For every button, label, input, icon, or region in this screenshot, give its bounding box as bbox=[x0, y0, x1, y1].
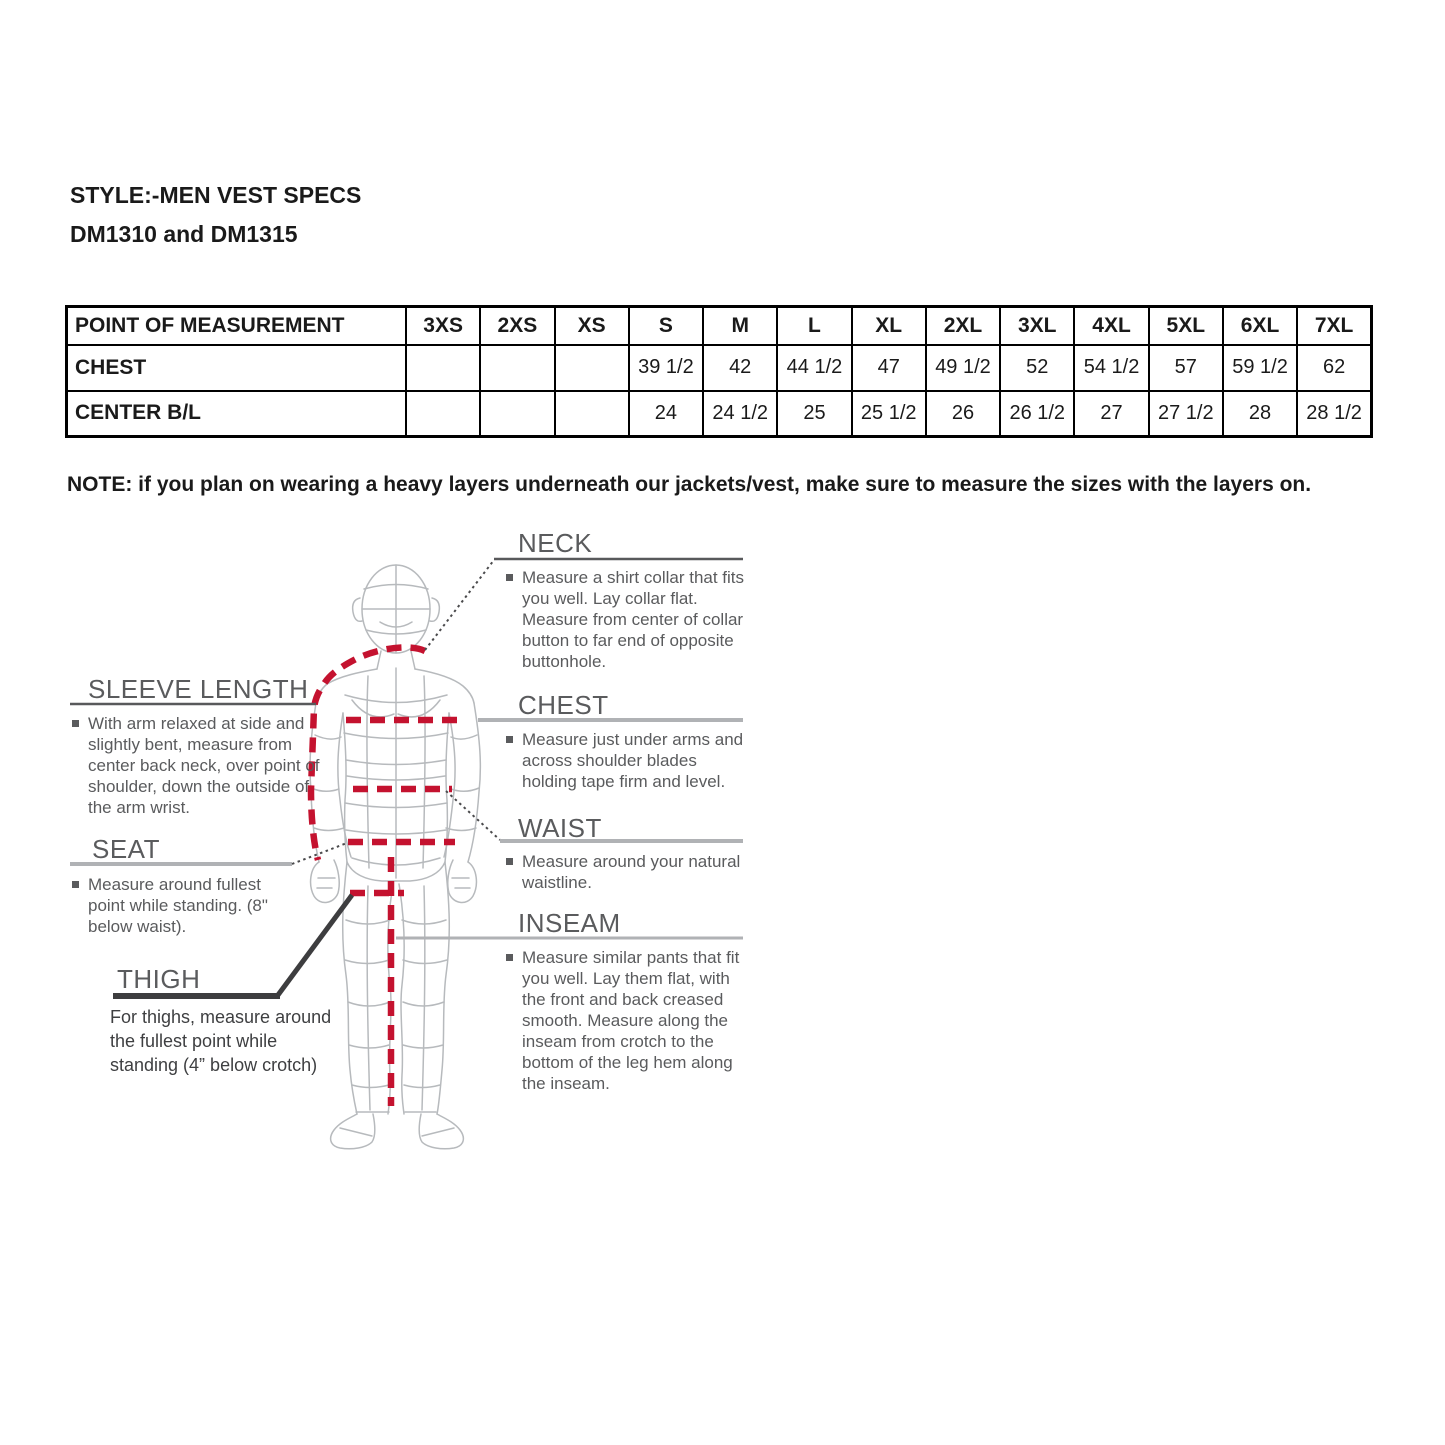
chest-instructions bbox=[506, 729, 756, 792]
thigh-heading: THIGH bbox=[117, 964, 201, 994]
size-value-cell: 42 bbox=[703, 345, 777, 391]
size-value-cell: 26 1/2 bbox=[1000, 391, 1074, 437]
neck-instructions bbox=[506, 567, 756, 672]
neck-heading: NECK bbox=[518, 528, 593, 558]
size-value-cell: 25 bbox=[777, 391, 851, 437]
size-value-cell: 54 1/2 bbox=[1074, 345, 1148, 391]
sleeve-length-heading: SLEEVE LENGTH bbox=[88, 674, 309, 704]
size-value-cell: 27 1/2 bbox=[1149, 391, 1223, 437]
size-value-cell: 24 bbox=[629, 391, 703, 437]
bullet-icon bbox=[506, 736, 513, 743]
inseam-heading: INSEAM bbox=[518, 908, 621, 938]
bullet-icon bbox=[506, 954, 513, 961]
sleeve-length-text: With arm relaxed at side and slightly bent, measure from center back neck, over point of shoulder, down the outside of the arm wrist. bbox=[88, 714, 320, 817]
note-text: NOTE: if you plan on wearing a heavy layers underneath our jackets/vest, make sure to measure the sizes with the layers on. bbox=[67, 473, 1312, 496]
bullet-icon bbox=[72, 881, 79, 888]
col-header-size: L bbox=[777, 307, 851, 345]
col-header-size: S bbox=[629, 307, 703, 345]
size-value-cell: 26 bbox=[926, 391, 1000, 437]
row-label: CENTER B/L bbox=[67, 391, 407, 437]
col-header-size: 2XL bbox=[926, 307, 1000, 345]
chest-text: Measure just under arms and across shoulder blades holding tape firm and level. bbox=[522, 730, 744, 791]
size-value-cell: 28 1/2 bbox=[1297, 391, 1371, 437]
inseam-instructions bbox=[506, 947, 756, 1094]
bullet-icon bbox=[506, 574, 513, 581]
seat-instructions bbox=[72, 874, 302, 937]
seat-heading: SEAT bbox=[92, 834, 160, 864]
page-subtitle: DM1310 and DM1315 bbox=[70, 221, 298, 247]
col-header-size: XS bbox=[555, 307, 629, 345]
waist-heading: WAIST bbox=[518, 813, 602, 843]
col-header-size: 5XL bbox=[1149, 307, 1223, 345]
size-value-cell: 25 1/2 bbox=[852, 391, 926, 437]
bullet-icon bbox=[72, 720, 79, 727]
seat-text: Measure around fullest point while standing. (8" below waist). bbox=[88, 875, 268, 936]
size-value-cell: 27 bbox=[1074, 391, 1148, 437]
bullet-icon bbox=[506, 858, 513, 865]
waist-instructions bbox=[506, 851, 756, 893]
size-value-cell: 57 bbox=[1149, 345, 1223, 391]
size-value-cell: 44 1/2 bbox=[777, 345, 851, 391]
col-header-size: 3XS bbox=[406, 307, 480, 345]
waist-text: Measure around your natural waistline. bbox=[522, 852, 741, 892]
neck-text: Measure a shirt collar that fits you well. Lay collar flat. Measure from center of collar button to far end of opposite buttonhole. bbox=[522, 568, 745, 671]
col-header-size: 6XL bbox=[1223, 307, 1297, 345]
col-header-size: M bbox=[703, 307, 777, 345]
size-value-cell: 24 1/2 bbox=[703, 391, 777, 437]
size-value-cell: 62 bbox=[1297, 345, 1371, 391]
col-header-size: 7XL bbox=[1297, 307, 1371, 345]
col-header-point-of-measurement: POINT OF MEASUREMENT bbox=[67, 307, 407, 345]
size-value-cell: 52 bbox=[1000, 345, 1074, 391]
page-title: STYLE:-MEN VEST SPECS bbox=[70, 182, 362, 208]
col-header-size: XL bbox=[852, 307, 926, 345]
chest-heading: CHEST bbox=[518, 690, 609, 720]
row-label: CHEST bbox=[67, 345, 407, 391]
col-header-size: 2XS bbox=[480, 307, 554, 345]
col-header-size: 3XL bbox=[1000, 307, 1074, 345]
size-value-cell: 39 1/2 bbox=[629, 345, 703, 391]
size-value-cell: 47 bbox=[852, 345, 926, 391]
size-value-cell: 59 1/2 bbox=[1223, 345, 1297, 391]
inseam-text: Measure similar pants that fit you well. Lay them flat, with the front and back creased smooth. Measure along the inseam from crotch to the bottom of the leg hem along the inseam. bbox=[522, 948, 740, 1093]
size-value-cell: 49 1/2 bbox=[926, 345, 1000, 391]
thigh-text: For thighs, measure around the fullest point while standing (4” below crotch) bbox=[110, 1007, 332, 1075]
size-value-cell: 28 bbox=[1223, 391, 1297, 437]
sleeve-length-instructions bbox=[72, 713, 332, 818]
col-header-size: 4XL bbox=[1074, 307, 1148, 345]
